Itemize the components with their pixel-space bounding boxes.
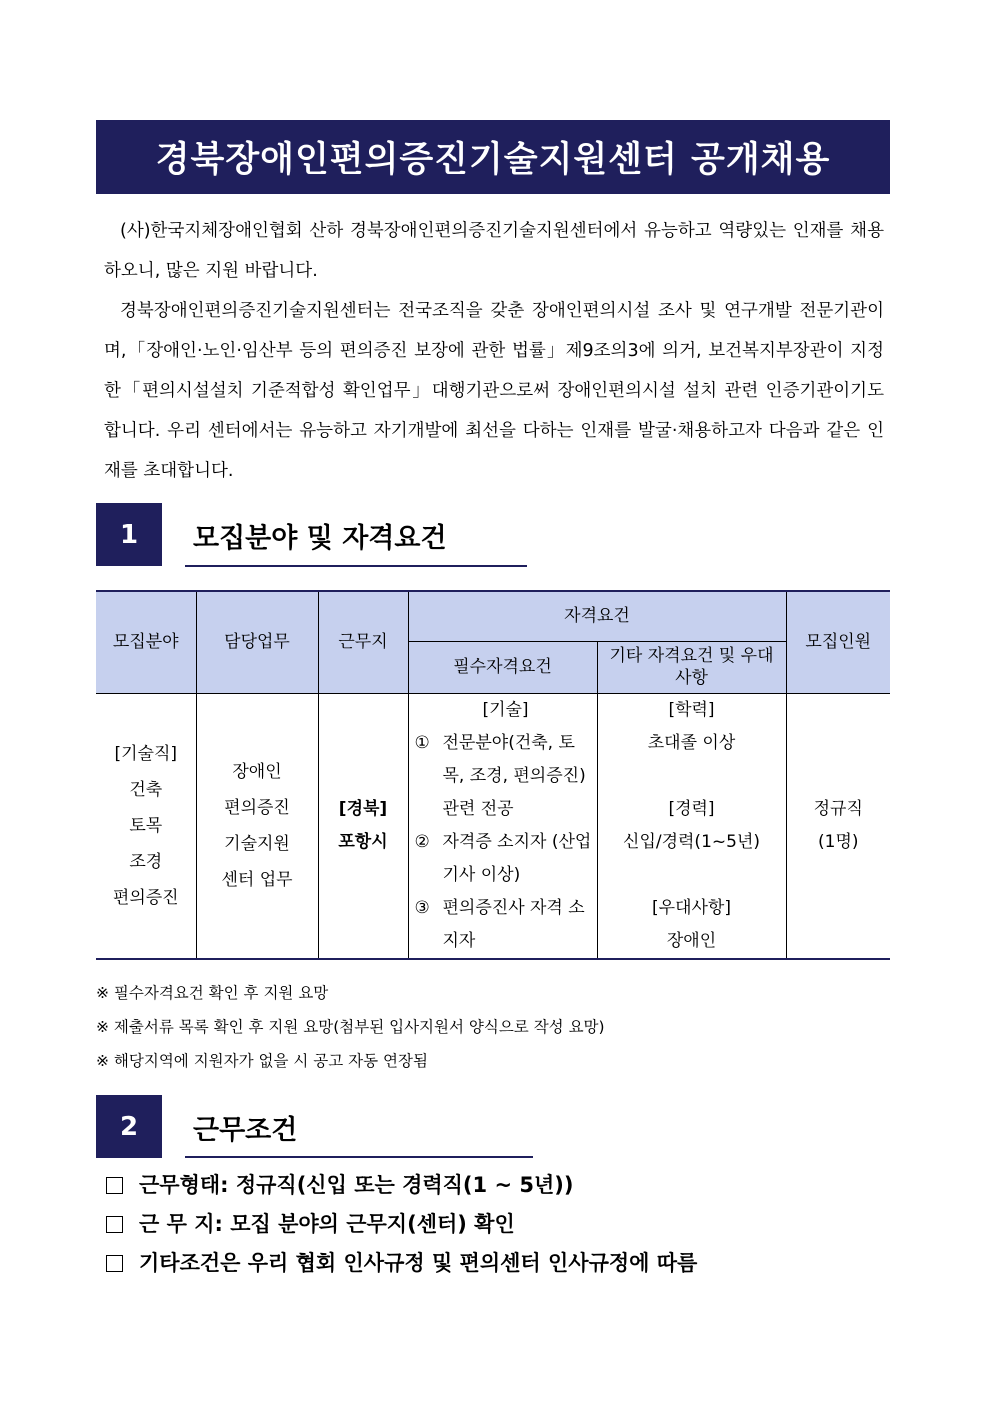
- section-title-2: 근무조건: [193, 1115, 298, 1146]
- item-text: 자격증 소지자 (산업기사 이상): [442, 831, 592, 885]
- career-value: 신입/경력(1~5년): [623, 831, 760, 852]
- cell-other: [597, 693, 786, 959]
- header-duty: 담당업무: [196, 591, 318, 693]
- cell-headcount: [786, 693, 890, 959]
- required-heading: [기술]: [482, 699, 529, 720]
- required-item: [415, 727, 597, 826]
- header-location: 근무지: [318, 591, 408, 693]
- conditions-list: [106, 1166, 697, 1283]
- duty-line: 기술지원: [224, 833, 290, 854]
- location-line: 포항시: [338, 831, 388, 852]
- duty-line: 센터 업무: [221, 869, 293, 890]
- condition-text: 근무형태: 정규직(신입 또는 경력직(1 ~ 5년)): [139, 1173, 574, 1197]
- note-item: ※ 제출서류 목록 확인 후 지원 요망(첨부된 입사지원서 양식으로 작성 요망): [96, 1018, 605, 1036]
- section-number-text: 2: [119, 1111, 139, 1142]
- recruitment-table: [96, 590, 890, 960]
- header-field: 모집분야: [96, 591, 196, 693]
- intro-text: [104, 211, 884, 491]
- headcount-line: 정규직: [813, 798, 863, 819]
- field-line: 토목: [129, 815, 163, 836]
- checkbox-icon: [106, 1216, 123, 1233]
- field-line: [기술직]: [114, 743, 178, 764]
- condition-text: 근 무 지: 모집 분야의 근무지(센터) 확인: [139, 1212, 515, 1236]
- duty-line: 장애인: [232, 761, 282, 782]
- duty-line: 편의증진: [224, 797, 290, 818]
- condition-text: 기타조건은 우리 협회 인사규정 및 편의센터 인사규정에 따름: [139, 1251, 698, 1275]
- section-underline: [185, 1156, 533, 1158]
- item-number: ①: [414, 732, 430, 753]
- header-headcount: 모집인원: [786, 591, 890, 693]
- education-value: 초대졸 이상: [647, 732, 736, 753]
- cell-duty: [196, 693, 318, 959]
- checkbox-icon: [106, 1177, 123, 1194]
- field-line: 편의증진: [112, 887, 179, 908]
- section-number-1: [96, 503, 162, 566]
- condition-item: [106, 1166, 697, 1205]
- condition-item: [106, 1205, 697, 1244]
- header-other: 기타 자격요건 및 우대사항: [597, 641, 786, 693]
- note-item: ※ 필수자격요건 확인 후 지원 요망: [96, 984, 329, 1002]
- location-line: [경북]: [338, 798, 388, 819]
- item-text: 전문분야(건축, 토목, 조경, 편의증진) 관련 전공: [442, 732, 586, 819]
- item-text: 편의증진사 자격 소지자: [442, 897, 585, 951]
- cell-required: [408, 693, 597, 959]
- required-item: [415, 826, 597, 892]
- spacer: [598, 859, 786, 892]
- spacer: [598, 760, 786, 793]
- preference-label: [우대사항]: [652, 897, 731, 918]
- cell-location: [318, 693, 408, 959]
- field-line: 조경: [129, 851, 163, 872]
- notes-list: [96, 976, 605, 1078]
- header-required: 필수자격요건: [408, 641, 597, 693]
- section-underline: [185, 565, 527, 567]
- intro-paragraph: (사)한국지체장애인협회 산하 경북장애인편의증진기술지원센터에서 유능하고 역량있는 인재를 채용하오니, 많은 지원 바랍니다.: [104, 221, 884, 281]
- career-label: [경력]: [668, 798, 715, 819]
- required-item: [415, 892, 597, 958]
- education-label: [학력]: [668, 699, 715, 720]
- intro-paragraph: 경북장애인편의증진기술지원센터는 전국조직을 갖춘 장애인편의시설 조사 및 연구개발 전문기관이며,「장애인·노인·임산부 등의 편의증진 보장에 관한 법률」제9조의3에 의거, 보건복지부장관이 지정한「편의시설설치 기준적합성 확인업무」대행기관으로써 장애인편의시설 설치 관련 인증기관이기도 합니다. 우리 센터에서는 유능하고 자기개발에 최선을 다하는 인재를 발굴·채용하고자 다음과 같은 인재를 초대합니다.: [104, 301, 884, 481]
- condition-item: [106, 1244, 697, 1283]
- page-title-text: 경북장애인편의증진기술지원센터 공개채용: [155, 140, 831, 180]
- preference-value: 장애인: [666, 930, 717, 951]
- field-line: 건축: [129, 779, 163, 800]
- section-number-text: 1: [119, 519, 139, 550]
- section-title-1: 모집분야 및 자격요건: [193, 523, 447, 554]
- note-item: ※ 해당지역에 지원자가 없을 시 공고 자동 연장됨: [96, 1052, 428, 1070]
- cell-field: [96, 693, 196, 959]
- page-title: [96, 120, 890, 194]
- checkbox-icon: [106, 1255, 123, 1272]
- item-number: ③: [414, 897, 430, 918]
- header-qualifications: 자격요건: [408, 591, 786, 641]
- headcount-line: (1명): [818, 831, 859, 852]
- section-number-2: [96, 1095, 162, 1158]
- item-number: ②: [414, 831, 430, 852]
